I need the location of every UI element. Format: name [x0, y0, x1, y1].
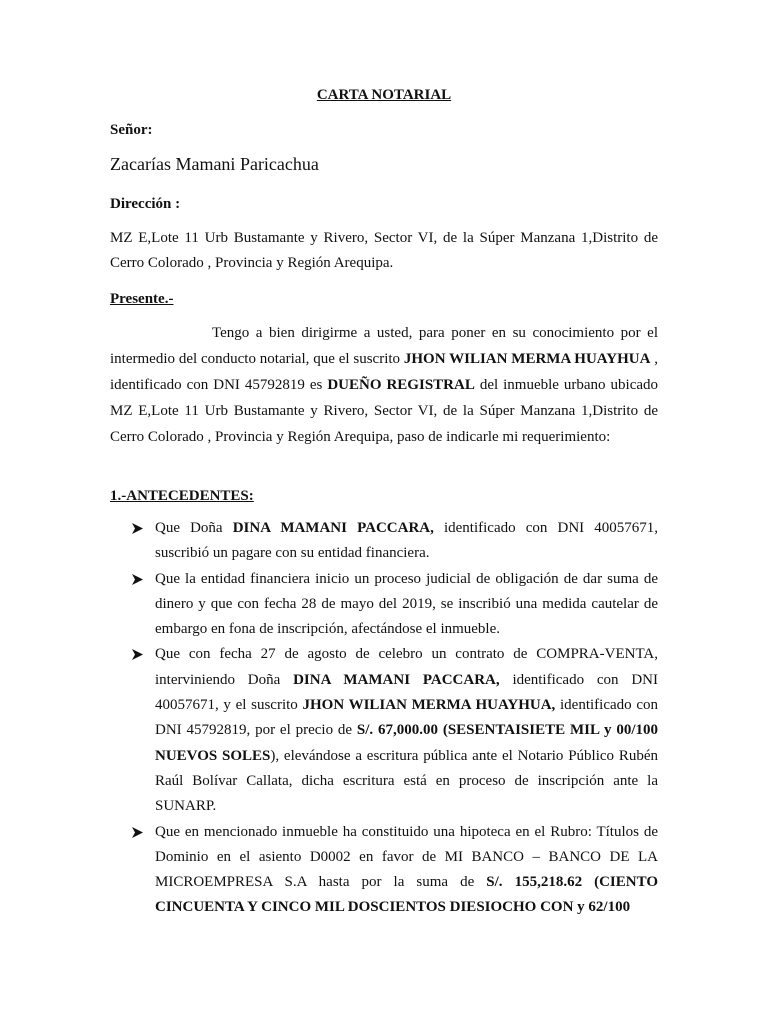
antecedentes-list [110, 516, 658, 921]
arrow-bullet-icon [132, 567, 146, 592]
list-item: Que Doña DINA MAMANI PACCARA, identificado con DNI 40057671, suscribió un pagare con su entidad financiera. [110, 516, 658, 567]
address-label: Dirección : [110, 196, 181, 212]
document-title: CARTA NOTARIAL [316, 87, 452, 103]
recipient-name: Zacarías Mamani Paricachua [110, 154, 319, 174]
intro-party-name: JHON WILIAN MERMA HUAYHUA [403, 351, 651, 367]
intro-owner-label: DUEÑO REGISTRAL [327, 377, 475, 393]
intro-text-2: , identificado con DNI 45792819 es [110, 351, 659, 393]
list-item: Que en mencionado inmueble ha constituido una hipoteca en el Rubro: Títulos de Dominio en el asiento D0002 en favor de MI BANCO – BANCO DE LA MICROEMPRESA S.A hasta por la suma de S/. 155,218.62 (CIENTO CINCUENTA Y CINCO MIL DOSCIENTOS DIESIOCHO CON y 62/100 [110, 820, 658, 921]
intro-paragraph [110, 320, 658, 450]
arrow-bullet-icon [132, 516, 146, 541]
arrow-bullet-icon [132, 820, 146, 845]
address-text: MZ E,Lote 11 Urb Bustamante y Rivero, Sector VI, de la Súper Manzana 1,Distrito de Cerro Colorado , Provincia y Región Arequipa. [110, 230, 658, 271]
arrow-bullet-icon [132, 642, 146, 667]
intro-text-3: del inmueble urbano ubicado MZ E,Lote 11 Urb Bustamante y Rivero, Sector VI, de la Súper Manzana 1,Distrito de Cerro Colorado , Provincia y Región Arequipa, paso de indicarle mi requerimiento: [110, 377, 659, 445]
salutation: Señor: [110, 122, 153, 138]
section-heading-antecedentes: 1.-ANTECEDENTES: [110, 488, 254, 504]
list-item: Que la entidad financiera inicio un proceso judicial de obligación de dar suma de dinero y que con fecha 28 de mayo del 2019, se inscribió una medida cautelar de embargo en fona de inscripción, afectándose el inmueble. [110, 567, 658, 643]
presente-label: Presente.- [110, 291, 174, 307]
list-item: Que con fecha 27 de agosto de celebro un contrato de COMPRA-VENTA, interviniendo Doña DINA MAMANI PACCARA, identificado con DNI 40057671, y el suscrito JHON WILIAN MERMA HUAYHUA, identificado con DNI 45792819, por el precio de S/. 67,000.00 (SESENTAISIETE MIL y 00/100 NUEVOS SOLES), elevándose a escritura pública ante el Notario Público Rubén Raúl Bolívar Callata, dicha escritura está en proceso de inscripción ante la SUNARP. [110, 642, 658, 819]
intro-text-1: Tengo a bien dirigirme a usted, para poner en su conocimiento por el intermedio del conducto notarial, que el suscrito [110, 325, 658, 367]
